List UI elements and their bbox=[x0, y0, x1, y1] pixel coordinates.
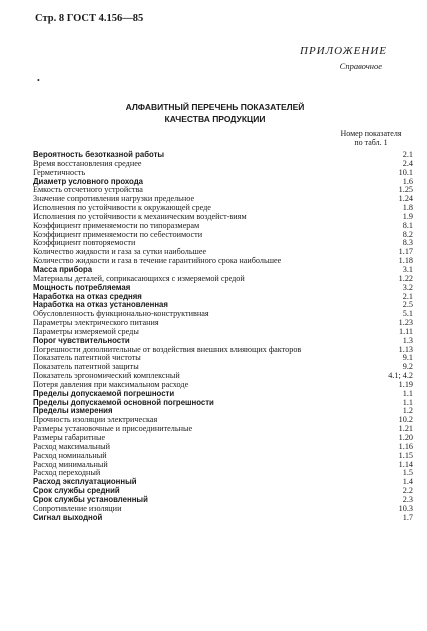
indicator-number: 1.14 bbox=[398, 459, 413, 469]
indicator-number: 1.20 bbox=[398, 433, 413, 442]
indicator-name: Показатель патентной защиты bbox=[33, 362, 139, 372]
indicator-number: 2.5 bbox=[402, 300, 413, 310]
indicator-name: Размеры габаритные bbox=[33, 433, 106, 442]
indicator-number: 10.2 bbox=[398, 415, 413, 425]
indicator-number: 1.11 bbox=[398, 326, 413, 336]
indicator-number: 5.1 bbox=[402, 309, 413, 319]
indicator-name: Коэффициент повторяемости bbox=[33, 238, 136, 248]
indicator-number: 8.2 bbox=[402, 229, 413, 239]
margin-dot: • bbox=[37, 76, 40, 85]
indicator-name: Размеры установочные и присоединительные bbox=[33, 424, 193, 434]
indicator-number: 1.4 bbox=[402, 477, 413, 487]
indicator-number: 1.24 bbox=[398, 194, 413, 204]
indicator-name: Количество жидкости и газа в течение гарантийного срока наибольшее bbox=[33, 256, 282, 266]
indicator-name: Показатель патентной чистоты bbox=[33, 353, 141, 363]
indicator-name: Пределы допускаемой погрешности bbox=[33, 388, 175, 398]
indicator-name: Срок службы установленный bbox=[33, 494, 148, 504]
indicator-name: Сопротивление изоляции bbox=[33, 503, 122, 513]
indicator-name: Расход эксплуатационный bbox=[33, 477, 137, 487]
indicator-number: 2.4 bbox=[402, 158, 413, 168]
indicator-number: 8.1 bbox=[402, 220, 413, 230]
indicator-number: 1.9 bbox=[402, 211, 413, 221]
indicator-name: Материалы деталей, соприкасающихся с измеряемой средой bbox=[33, 273, 245, 283]
indicator-name: Потеря давления при максимальном расходе bbox=[33, 379, 189, 389]
indicator-number: 1.22 bbox=[398, 273, 413, 283]
column-header-line-2: по табл. 1 bbox=[354, 138, 388, 147]
indicator-name: Сигнал выходной bbox=[33, 512, 103, 522]
indicator-number: 1.19 bbox=[398, 379, 413, 389]
indicator-name: Расход минимальный bbox=[33, 459, 108, 469]
page-header: Стр. 8 ГОСТ 4.156—85 bbox=[35, 13, 144, 24]
indicator-number: 2.3 bbox=[402, 494, 413, 504]
indicator-number: 1.15 bbox=[398, 450, 413, 460]
indicator-name: Параметры измеряемой среды bbox=[33, 326, 139, 336]
indicator-number: 3.2 bbox=[402, 282, 413, 292]
indicator-number: 1.5 bbox=[402, 468, 413, 478]
indicator-name: Диаметр условного прохода bbox=[33, 176, 143, 186]
indicator-name: Погрешности дополнительные от воздействия внешних влияющих факторов bbox=[33, 344, 302, 354]
title-line-1: АЛФАВИТНЫЙ ПЕРЕЧЕНЬ ПОКАЗАТЕЛЕЙ bbox=[125, 102, 305, 112]
indicator-name: Обусловленность функционально-конструктивная bbox=[33, 309, 209, 319]
indicator-number: 1.18 bbox=[398, 256, 413, 266]
indicator-name: Емкость отсчетного устройства bbox=[33, 185, 143, 195]
column-header-line-1: Номер показателя bbox=[340, 129, 402, 138]
appendix-subtitle: Справочное bbox=[339, 61, 382, 71]
indicator-name: Наработка на отказ установленная bbox=[33, 300, 168, 310]
indicator-number: 1.25 bbox=[398, 185, 413, 195]
indicator-number: 9.2 bbox=[402, 362, 413, 372]
indicator-name: Наработка на отказ средняя bbox=[33, 291, 142, 301]
indicator-number: 1.8 bbox=[402, 203, 413, 213]
appendix-title: ПРИЛОЖЕНИЕ bbox=[300, 45, 387, 57]
indicator-number: 4.1; 4.2 bbox=[388, 371, 413, 381]
indicator-number: 1.16 bbox=[398, 441, 413, 451]
indicator-name: Время восстановления среднее bbox=[33, 158, 142, 168]
indicator-name: Пределы измерения bbox=[33, 406, 113, 416]
indicator-name: Срок службы средний bbox=[33, 486, 120, 496]
indicator-number: 1.23 bbox=[398, 318, 413, 328]
indicator-number: 1.2 bbox=[402, 406, 413, 416]
indicator-number: 1.1 bbox=[402, 388, 413, 398]
indicator-number: 8.3 bbox=[402, 238, 413, 248]
indicator-name: Коэффициент применяемости по себестоимости bbox=[33, 229, 203, 239]
indicator-number: 1.3 bbox=[402, 335, 413, 345]
indicator-name: Исполнения по устойчивости к окружающей среде bbox=[33, 203, 211, 213]
indicator-name: Пределы допускаемой основной погрешности bbox=[33, 397, 214, 407]
indicator-number: 2.1 bbox=[402, 150, 413, 159]
indicator-name: Значение сопротивления нагрузки предельное bbox=[33, 194, 195, 204]
indicator-name: Коэффициент применяемости по типоразмерам bbox=[33, 220, 200, 230]
indicator-number: 2.1 bbox=[402, 291, 413, 301]
title-line-2: КАЧЕСТВА ПРОДУКЦИИ bbox=[164, 114, 266, 124]
document-title bbox=[0, 101, 427, 125]
indicator-number: 1.13 bbox=[398, 344, 413, 354]
indicator-number: 1.1 bbox=[402, 397, 413, 407]
indicator-number: 10.3 bbox=[398, 503, 413, 513]
indicator-name: Количество жидкости и газа за сутки наибольшее bbox=[33, 247, 207, 257]
indicator-number: 2.2 bbox=[402, 486, 413, 496]
indicator-name: Расход номинальный bbox=[33, 450, 107, 460]
indicator-name: Расход максимальный bbox=[33, 441, 111, 451]
indicator-list bbox=[33, 151, 413, 522]
indicator-name: Порог чувствительности bbox=[33, 335, 130, 345]
indicator-number: 1.6 bbox=[402, 176, 413, 186]
indicator-number: 9.1 bbox=[402, 353, 413, 363]
indicator-number: 10.1 bbox=[398, 167, 413, 177]
indicator-name: Параметры электрического питания bbox=[33, 318, 159, 328]
list-item bbox=[33, 160, 413, 169]
indicator-name: Показатель эргономический комплексный bbox=[33, 371, 180, 381]
indicator-name: Мощность потребляемая bbox=[33, 282, 131, 292]
indicator-name: Герметичность bbox=[33, 167, 86, 177]
indicator-name: Масса прибора bbox=[33, 264, 93, 274]
indicator-name: Расход переходный bbox=[33, 468, 101, 478]
indicator-number: 1.21 bbox=[398, 424, 413, 434]
indicator-number: 1.7 bbox=[402, 512, 413, 522]
indicator-name: Вероятность безотказной работы bbox=[33, 150, 165, 159]
list-item bbox=[33, 514, 413, 523]
indicator-number: 3.1 bbox=[402, 264, 413, 274]
indicator-name: Исполнения по устойчивости к механическим воздейст-виям bbox=[33, 211, 247, 221]
indicator-name: Прочность изоляции электрическая bbox=[33, 415, 158, 425]
indicator-number: 1.17 bbox=[398, 247, 413, 257]
column-header bbox=[331, 129, 411, 147]
